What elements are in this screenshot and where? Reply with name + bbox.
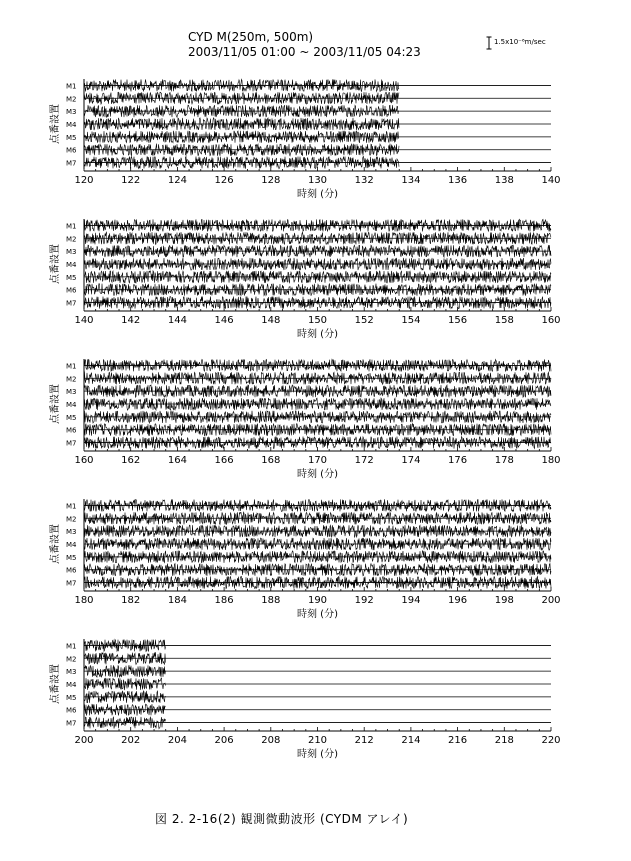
channel-label: M1 — [66, 362, 77, 371]
x-tick-label: 126 — [214, 175, 234, 186]
channel-label: M2 — [66, 375, 77, 384]
y-axis-label: 点番設置 — [50, 664, 61, 704]
waveform-trace-m6 — [84, 284, 551, 296]
x-tick-label: 120 — [74, 175, 94, 186]
x-tick-label: 180 — [541, 455, 561, 466]
x-axis-label: 時刻 (分) — [297, 609, 338, 620]
x-tick-label: 158 — [494, 315, 514, 326]
waveform-panel-5 — [48, 639, 561, 760]
channel-label: M4 — [66, 541, 77, 549]
scale-bar-label: 1.5x10⁻⁶m/sec — [494, 38, 546, 46]
x-tick-label: 220 — [541, 735, 561, 746]
channel-label: M5 — [66, 133, 77, 142]
x-tick-label: 142 — [121, 315, 141, 326]
x-axis-label: 時刻 (分) — [297, 189, 338, 200]
channel-label: M1 — [66, 502, 77, 511]
y-axis-label: 点番設置 — [50, 384, 61, 424]
x-tick-label: 208 — [261, 735, 281, 746]
channel-label: M2 — [66, 515, 77, 524]
waveform-trace-m5 — [84, 271, 551, 283]
x-tick-label: 132 — [354, 175, 374, 186]
x-tick-label: 152 — [354, 315, 374, 326]
x-tick-label: 214 — [401, 735, 421, 746]
x-tick-label: 122 — [121, 175, 141, 186]
x-tick-label: 210 — [307, 735, 328, 746]
channel-label: M6 — [66, 286, 77, 295]
y-axis-label: 点番設置 — [50, 244, 61, 284]
channel-label: M3 — [66, 668, 77, 677]
x-tick-label: 194 — [401, 595, 421, 606]
x-tick-label: 138 — [494, 175, 514, 186]
y-axis-label: 点番設置 — [50, 524, 61, 564]
x-tick-label: 160 — [541, 315, 561, 326]
channel-label: M1 — [66, 222, 77, 231]
x-tick-label: 198 — [494, 595, 514, 606]
x-tick-label: 170 — [307, 455, 328, 466]
x-tick-label: 186 — [214, 595, 234, 606]
channel-label: M1 — [66, 642, 77, 651]
x-tick-label: 216 — [448, 735, 468, 746]
x-tick-label: 140 — [541, 175, 561, 186]
channel-label: M2 — [66, 95, 77, 104]
channel-label: M7 — [66, 719, 77, 728]
x-tick-label: 218 — [494, 735, 514, 746]
x-tick-label: 166 — [214, 455, 234, 466]
channel-label: M5 — [66, 693, 77, 702]
x-tick-label: 188 — [261, 595, 281, 606]
x-tick-label: 154 — [401, 315, 421, 326]
channel-label: M5 — [66, 413, 77, 422]
figure-caption: 図 2. 2-16(2) 観測微動波形 (CYDM アレイ) — [155, 812, 409, 826]
channel-label: M6 — [66, 566, 77, 575]
channel-label: M5 — [66, 553, 77, 562]
channel-label: M6 — [66, 146, 77, 155]
x-tick-label: 136 — [448, 175, 468, 186]
channel-label: M6 — [66, 426, 77, 435]
waveform-panel-3 — [48, 359, 561, 480]
figure-title: CYD M(250m, 500m) — [188, 30, 314, 44]
x-tick-label: 156 — [448, 315, 468, 326]
x-tick-label: 164 — [167, 455, 187, 466]
x-tick-label: 212 — [354, 735, 374, 746]
channel-label: M3 — [66, 108, 77, 117]
channel-label: M6 — [66, 706, 77, 715]
x-tick-label: 140 — [74, 315, 94, 326]
y-axis-label: 点番設置 — [50, 104, 61, 144]
x-tick-label: 182 — [121, 595, 141, 606]
x-axis-label: 時刻 (分) — [297, 329, 338, 340]
x-tick-label: 168 — [261, 455, 281, 466]
channel-label: M5 — [66, 273, 77, 282]
channel-label: M1 — [66, 82, 77, 91]
channel-label: M2 — [66, 235, 77, 244]
channel-label: M4 — [66, 261, 77, 269]
x-tick-label: 178 — [494, 455, 514, 466]
channel-label: M4 — [66, 121, 77, 129]
channel-label: M4 — [66, 681, 77, 689]
channel-label: M4 — [66, 401, 77, 409]
x-tick-label: 180 — [74, 595, 94, 606]
x-tick-label: 128 — [261, 175, 281, 186]
x-tick-label: 200 — [541, 595, 561, 606]
x-tick-label: 176 — [448, 455, 468, 466]
channel-label: M3 — [66, 528, 77, 537]
channel-label: M2 — [66, 655, 77, 664]
x-tick-label: 200 — [74, 735, 94, 746]
x-tick-label: 204 — [167, 735, 187, 746]
waveform-panel-4 — [48, 499, 561, 620]
waveform-trace-m5 — [84, 411, 551, 423]
channel-label: M7 — [66, 159, 77, 168]
x-tick-label: 150 — [307, 315, 328, 326]
waveform-panel-1 — [48, 79, 561, 200]
x-tick-label: 184 — [167, 595, 187, 606]
x-tick-label: 146 — [214, 315, 234, 326]
x-axis-label: 時刻 (分) — [297, 469, 338, 480]
waveform-panel-2 — [48, 219, 561, 340]
channel-label: M7 — [66, 439, 77, 448]
x-tick-label: 190 — [307, 595, 328, 606]
x-tick-label: 144 — [167, 315, 187, 326]
x-tick-label: 206 — [214, 735, 234, 746]
time-range: 2003/11/05 01:00 ~ 2003/11/05 04:23 — [188, 45, 421, 59]
x-axis-label: 時刻 (分) — [297, 749, 338, 760]
x-tick-label: 196 — [448, 595, 468, 606]
x-tick-label: 148 — [261, 315, 281, 326]
x-tick-label: 134 — [401, 175, 421, 186]
channel-label: M3 — [66, 388, 77, 397]
x-tick-label: 172 — [354, 455, 374, 466]
channel-label: M7 — [66, 299, 77, 308]
x-tick-label: 192 — [354, 595, 374, 606]
x-tick-label: 174 — [401, 455, 421, 466]
x-tick-label: 130 — [307, 175, 328, 186]
x-tick-label: 162 — [121, 455, 141, 466]
channel-label: M7 — [66, 579, 77, 588]
channel-label: M3 — [66, 248, 77, 257]
x-tick-label: 160 — [74, 455, 94, 466]
x-tick-label: 202 — [121, 735, 141, 746]
x-tick-label: 124 — [167, 175, 187, 186]
